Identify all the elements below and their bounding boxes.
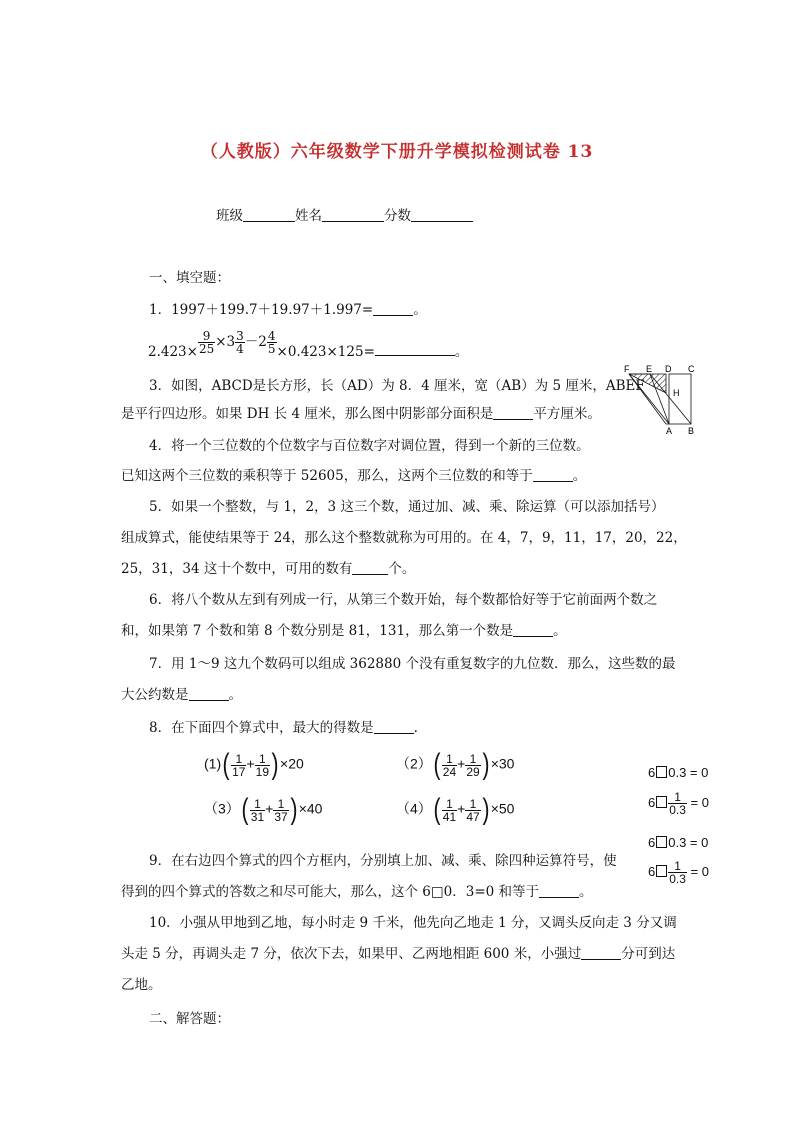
page-title: （人教版）六年级数学下册升学模拟检测试卷 13 [200,142,594,162]
question-4-blank[interactable] [533,467,573,482]
label-d: D [665,364,672,374]
question-4-line-1: 4．将一个三位数的个位数字与百位数字对调位置，得到一个新的三位数。 [149,438,590,454]
question-3-line-2: 是平行四边形。如果 DH 长 4 厘米，那么图中阴影部分面积是 平方厘米。 [121,406,601,422]
question-8-line-1: 8．在下面四个算式中，最大的得数是 . [149,720,418,736]
question-1-text: 1．1997＋199.7＋19.97＋1.997= [149,302,374,318]
question-10-blank[interactable] [581,945,621,960]
question-1-end: 。 [413,302,427,318]
q8-option-2: （2）( $\frac{1}{24}$ + $\frac{1}{29}$ ) ×30 [396,748,515,781]
question-6-line-2: 和，如果第 7 个数和第 8 个数分别是 81，131，那么第一个数是 。 [121,623,567,639]
label-c: C [688,364,695,374]
label-a: A [666,426,673,436]
rectangle-parallelogram-figure [618,364,698,436]
fraction-3-4: $\frac{3}{4}$ [236,329,244,356]
operator-box-3[interactable] [656,836,667,848]
question-9-line-2: 得到的四个算式的答数之和尽可能大，那么，这个 6□0．3=0 和等于 。 [121,884,593,900]
question-5-line-3: 25，31，34 这十个数中，可用的数有 个。 [121,561,416,577]
question-7-blank[interactable] [189,686,229,701]
section-solve-heading: 二、解答题： [149,1011,230,1027]
student-info-line [216,206,473,226]
side-expression-1: 6 0.3 = 0 [648,765,709,780]
question-9-line-1: 9．在右边四个算式的四个方框内，分别填上加、减、乘、除四种运算符号，使 [149,853,617,869]
label-b: B [688,426,695,436]
label-f: F [624,364,630,374]
question-8-blank[interactable] [374,719,414,734]
q8-option-1: (1)( $\frac{1}{17}$ + $\frac{1}{19}$ ) ×20 [204,748,304,781]
name-blank[interactable] [322,207,384,222]
question-3-blank[interactable] [493,405,533,420]
question-9-blank[interactable] [539,883,579,898]
fraction-9-25: $\frac{9}{25}$ [198,329,215,356]
question-7-line-2: 大公约数是 。 [121,687,242,703]
question-2-blank[interactable] [375,341,455,356]
class-label: 班级 [216,208,243,224]
question-6-blank[interactable] [513,622,553,637]
name-label: 姓名 [295,208,322,224]
label-h: H [673,388,680,398]
side-expression-4: 6 $\frac{1}{0.3}$ = 0 [648,859,709,886]
label-e: E [646,364,653,374]
rectangle-abcd [669,374,691,424]
question-6-line-1: 6．将八个数从左到有列成一行，从第三个数开始，每个数都恰好等于它前面两个数之 [149,592,658,608]
question-10-line-2: 头走 5 分，再调头走 7 分，依次下去，如果甲、乙两地相距 600 米，小强过 分可到达 [121,946,676,962]
score-blank[interactable] [411,207,473,222]
question-4-line-2: 已知这两个三位数的乘积等于 52605，那么，这两个三位数的和等于 。 [121,468,587,484]
question-7-line-1: 7．用 1～9 这九个数码可以组成 362880 个没有重复数字的九位数．那么，这些数的最 [149,656,676,672]
score-label: 分数 [384,208,411,224]
operator-box-4[interactable] [656,865,667,877]
side-expression-2: 6 $\frac{1}{0.3}$ = 0 [648,790,709,817]
operator-box-2[interactable] [656,796,667,808]
fraction-4-5: $\frac{4}{5}$ [267,329,276,356]
shaded-region [629,374,666,393]
question-5-blank[interactable] [352,560,388,575]
operator-box-1[interactable] [656,766,667,778]
question-2-prefix: 2.423× [148,344,198,360]
question-10-line-1: 10．小强从甲地到乙地，每小时走 9 千米，他先向乙地走 1 分，又调头反向走 3 分又调 [149,915,677,931]
question-2-suffix: ×0.423×125= [276,344,375,360]
section-fill-blank-heading: 一、填空题： [149,270,230,286]
q8-option-4: （4）( $\frac{1}{41}$ + $\frac{1}{47}$ ) ×50 [396,793,515,826]
question-3-line-1: 3．如图，ABCD是长方形，长（AD）为 8．4 厘米，宽（AB）为 5 厘米，ABEF [149,378,645,394]
question-2: 2.423× $\frac{9}{25}$ ×3 $\frac{3}{4}$ －2 $\frac{4}{5}$ ×0.423×125= 。 [148,329,469,360]
class-blank[interactable] [243,207,295,222]
question-5-line-2: 组成算式，能使结果等于 24，那么这个整数就称为可用的。在 4，7，9，11，17，20，22， [121,530,687,546]
side-expression-3: 6 0.3 = 0 [648,835,709,850]
question-10-line-3: 乙地。 [121,977,162,993]
question-1-blank[interactable] [373,301,413,316]
question-5-line-1: 5．如果一个整数，与 1，2，3 这三个数，通过加、减、乘、除运算（可以添加括号） [149,499,665,515]
q8-option-3: （3）( $\frac{1}{31}$ + $\frac{1}{37}$ ) ×40 [204,793,323,826]
question-1 [149,300,427,320]
